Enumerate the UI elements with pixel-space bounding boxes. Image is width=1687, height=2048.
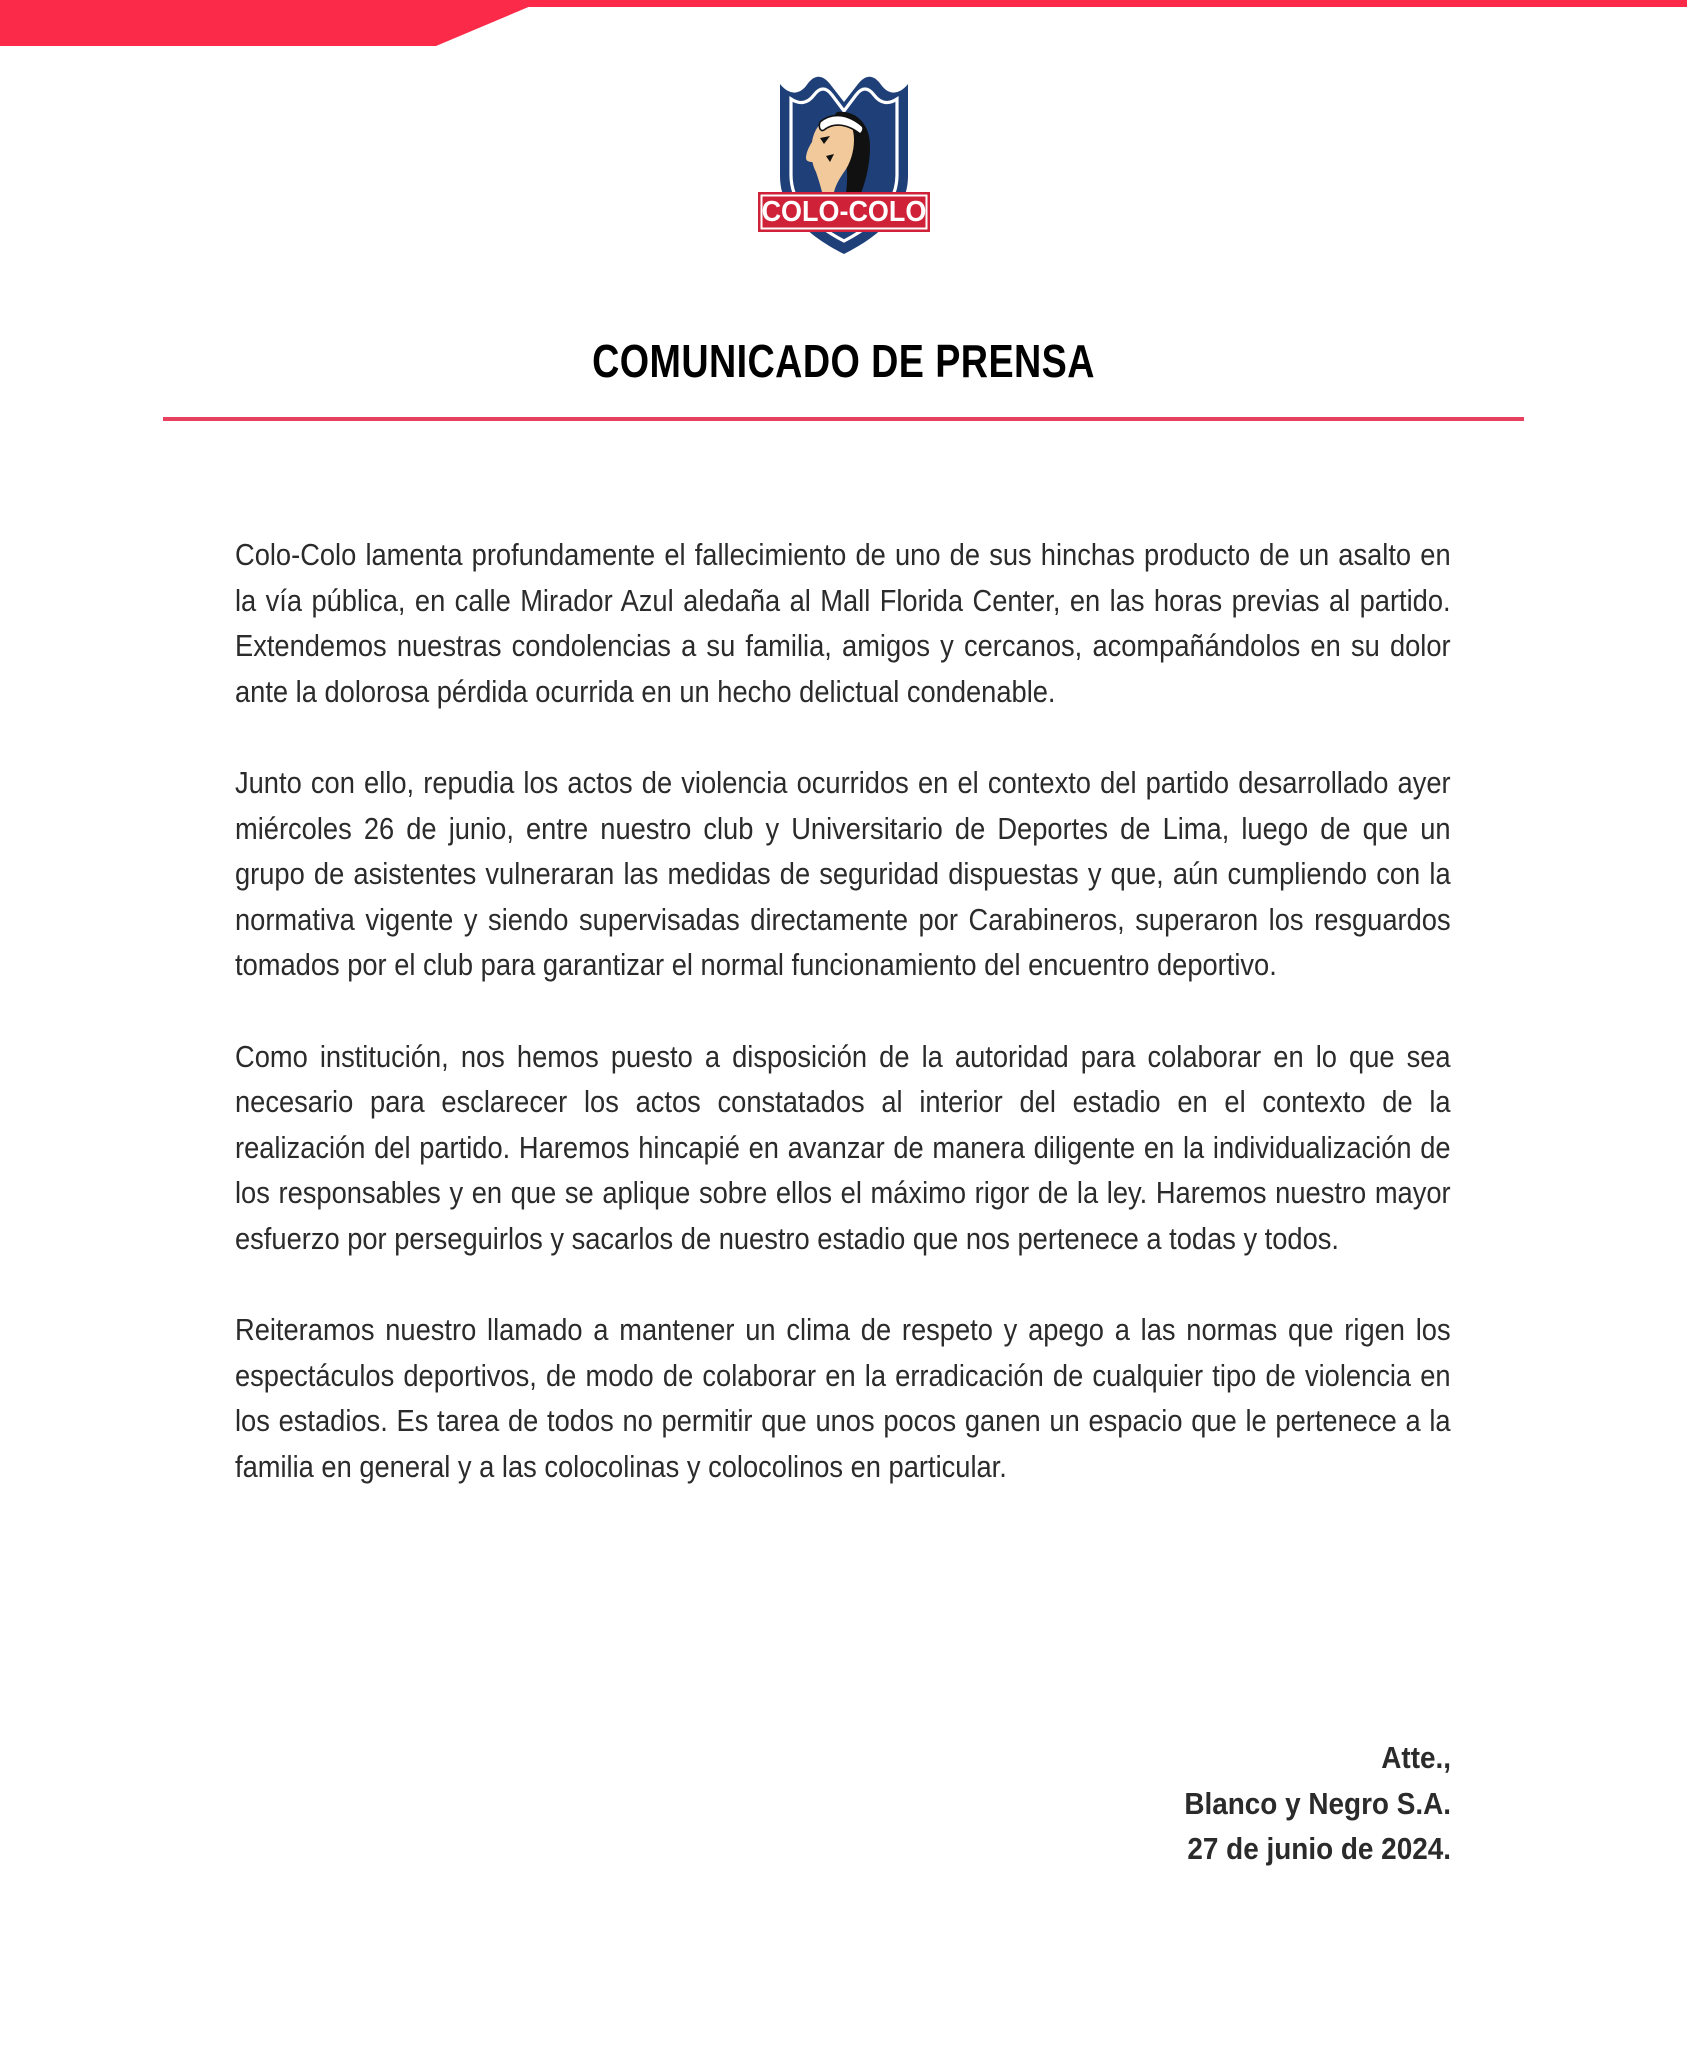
red-angled-banner <box>0 0 545 46</box>
statement-paragraph: Como institución, nos hemos puesto a disposición de la autoridad para colaborar en lo que sea necesario para esclarecer los actos constatados al interior del estadio en el contexto de la realización del partido. Haremos hincapié en avanzar de manera diligente en la individualización de los responsables y en que se aplique sobre ellos el máximo rigor de la ley. Haremos nuestro mayor esfuerzo por perseguirlos y sacarlos de nuestro estadio que nos pertenece a todas y todos. <box>235 1038 1451 1256</box>
statement-paragraph: Junto con ello, repudia los actos de violencia ocurridos en el contexto del partido desarrollado ayer miércoles 26 de junio, entre nuestro club y Universitario de Deportes de Lima, luego de que un grupo de asistentes vulneraran las medidas de seguridad dispuestas y que, aún cumpliendo con la normativa vigente y siendo supervisadas directamente por Carabineros, superaron los resguardos tomados por el club para garantizar el normal funcionamiento del encuentro deportivo. <box>235 765 1451 982</box>
signature-date: 27 de junio de 2024. <box>1187 1831 1451 1866</box>
colo-colo-crest-logo <box>744 72 944 258</box>
page-title: COMUNICADO DE PRENSA <box>592 335 1095 387</box>
statement-paragraph: Reiteramos nuestro llamado a mantener un clima de respeto y apego a las normas que rigen los espectáculos deportivos, de modo de colaborar en la erradicación de cualquier tipo de violencia en los estadios. Es tarea de todos no permitir que unos pocos ganen un espacio que le pertenece a la familia en general y a las colocolinas y colocolinos en particular. <box>235 1312 1451 1484</box>
statement-body <box>235 532 1451 1489</box>
crest-wordmark-text: COLO-COLO <box>761 195 926 228</box>
crest-container <box>0 72 1687 258</box>
signature-block <box>235 1735 1451 1872</box>
statement-paragraph: Colo-Colo lamenta profundamente el fallecimiento de uno de sus hinchas producto de un asalto en la vía pública, en calle Mirador Azul aledaña al Mall Florida Center, en las horas previas al partido. Extendemos nuestras condolencias a su familia, amigos y cercanos, acompañándolos en su dolor ante la dolorosa pérdida ocurrida en un hecho delictual condenable. <box>235 537 1451 709</box>
title-divider <box>163 417 1524 421</box>
signature-salutation: Atte., <box>1381 1740 1451 1775</box>
signature-signer: Blanco y Negro S.A. <box>1184 1785 1451 1821</box>
